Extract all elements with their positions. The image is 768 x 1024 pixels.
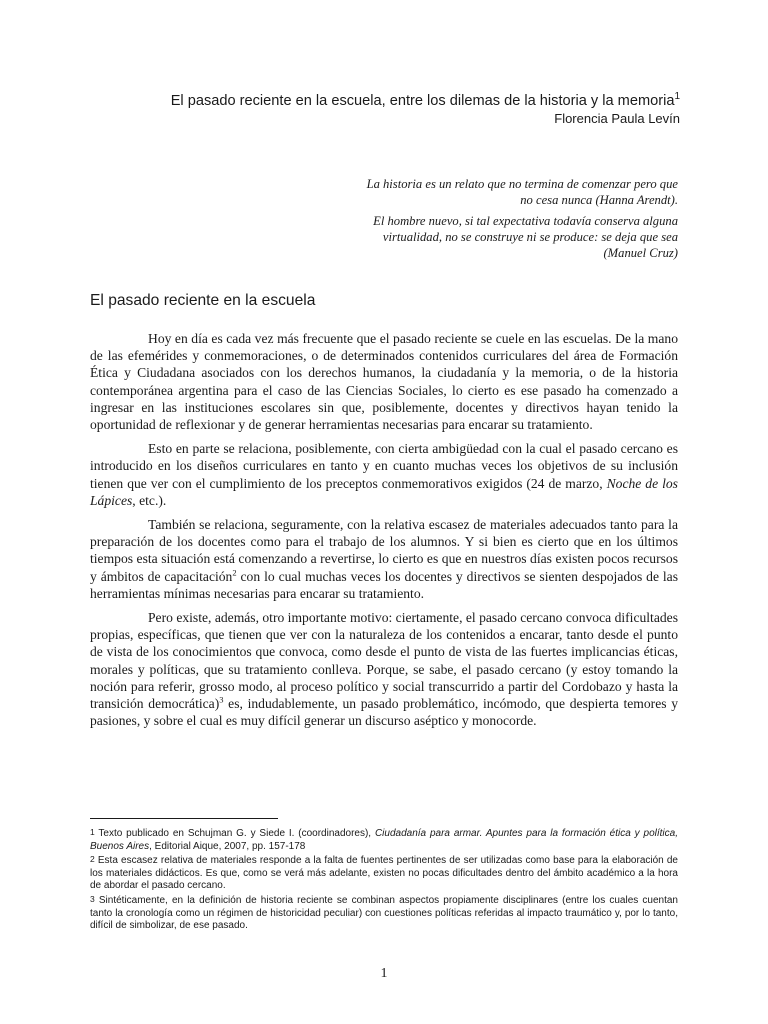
epigraphs — [360, 176, 678, 266]
footnote-3 — [90, 893, 678, 933]
footnote-2-text: Esta escasez relativa de materiales responde a la falta de fuentes pertinentes de ser utilizadas como base para la elaboración de los materiales didácticos. Es que, como se verá más adelante, existen no pocas dificultades dentro del ámbito académico a la hora de abordar el pasado cercano. — [90, 855, 678, 892]
footnote-2-number: 2 — [90, 854, 95, 865]
title-text: El pasado reciente en la escuela, entre los dilemas de la historia y la memoria — [170, 92, 675, 109]
footnote-divider — [90, 818, 278, 819]
footnotes — [90, 826, 678, 933]
footnote-3-text: Sintéticamente, en la definición de historia reciente se combinan aspectos propiamente disciplinares (entre los cuales cuentan tanto la cronología como un régimen de historicidad peculiar) con cuestiones políticas referidas al impacto traumático y, por lo tanto, difícil de simbolizar, de ese pasado. — [90, 894, 678, 932]
paragraph-4-text-b: es, indudablemente, un pasado problemático, incómodo, que despierta temores y pasiones, y sobre el cual es muy difícil generar un discurso aséptico y monocorde. — [90, 696, 678, 729]
paragraph-2-text-a: Esto en parte se relaciona, posiblemente, con cierta ambigüedad con la cual el pasado cercano es introducido en los diseños curriculares en tanto y en cuanto muchas veces los objetivos de su inclusión tienen que ver con el cumplimiento de los preceptos conmemorativos exigidos (24 de marzo, — [90, 441, 678, 491]
paragraph-4-text-a: Pero existe, además, otro importante motivo: ciertamente, el pasado cercano convoca dificultades propias, específicas, que tienen que ver con la naturaleza de los contenidos a encarar, tanto desde el punto de vista de los conocimientos que convoca, como desde el punto de vista de las fuertes implicancias éticas, morales y políticas, que su tratamiento conlleva. Porque, se sabe, el pasado cercano (y estoy tomando la noción para referir, grosso modo, al proceso político y social transcurrido a partir del Cordobazo y hasta la transición democrática) — [90, 610, 678, 712]
epigraph-arendt: La historia es un relato que no termina de comenzar pero que no cesa nunca (Hanna Arendt). — [366, 177, 678, 207]
footnote-ref-3[interactable]: 3 — [219, 694, 224, 705]
title-footnote-ref[interactable]: 1 — [674, 91, 680, 102]
author-name: Florencia Paula Levín — [554, 111, 680, 126]
epigraph-cruz: El hombre nuevo, si tal expectativa todavía conserva alguna virtualidad, no se construye ni se produce: se deja que sea (Manuel Cruz) — [373, 214, 678, 260]
paragraph-3 — [90, 516, 678, 602]
paragraph-3-text-b: con lo cual muchas veces los docentes y directivos se sienten despojados de las herramientas mínimas necesarias para encarar su tratamiento. — [90, 568, 679, 601]
footnote-ref-2[interactable]: 2 — [232, 567, 237, 578]
footnote-2 — [90, 853, 678, 893]
paragraph-2-text-b: , etc.). — [132, 492, 167, 508]
footnote-1-number: 1 — [90, 827, 95, 837]
paragraph-2-italic: Noche de los Lápices — [90, 475, 678, 508]
footnote-1 — [90, 826, 678, 853]
paragraph-2 — [90, 440, 678, 509]
paragraph-3-text-a: También se relaciona, seguramente, con la relativa escasez de materiales adecuados tanto para la preparación de los docentes como para el trabajo de los alumnos. Y si bien es cierto que en los últimos tiempos esta situación está comenzando a revertirse, lo cierto es que en nuestros días existen pocos recursos y ámbitos de capacitación — [90, 517, 678, 584]
page-number: 1 — [380, 966, 388, 981]
paragraph-4 — [90, 609, 678, 729]
paragraph-1: Hoy en día es cada vez más frecuente que el pasado reciente se cuele en las escuelas. De la mano de las efemérides y conmemoraciones, o de determinados contenidos curriculares del área de Formación Ética y Ciudadana asociados con los derechos humanos, la ciudadanía y la memoria, o de la historia contemporánea argentina para el caso de las Ciencias Sociales, lo cierto es ese pasado ha comenzado a ingresar en las instituciones escolares sin que, posiblemente, docentes y directivos hayan tenido la oportunidad de reflexionar y de generar herramientas necesarias para encarar su tratamiento. — [90, 331, 678, 433]
footnote-1-text-b: , Editorial Aique, 2007, pp. 157-178 — [149, 840, 306, 852]
section-heading: El pasado reciente en la escuela — [90, 292, 316, 309]
document-title — [90, 88, 680, 110]
footnote-3-number: 3 — [90, 893, 95, 904]
footnote-1-italic: Ciudadanía para armar. Apuntes para la formación ética y política, Buenos Aires — [90, 828, 678, 852]
footnote-1-text-a: Texto publicado en Schujman G. y Siede I. (coordinadores), — [94, 828, 375, 839]
body-text — [90, 330, 678, 736]
